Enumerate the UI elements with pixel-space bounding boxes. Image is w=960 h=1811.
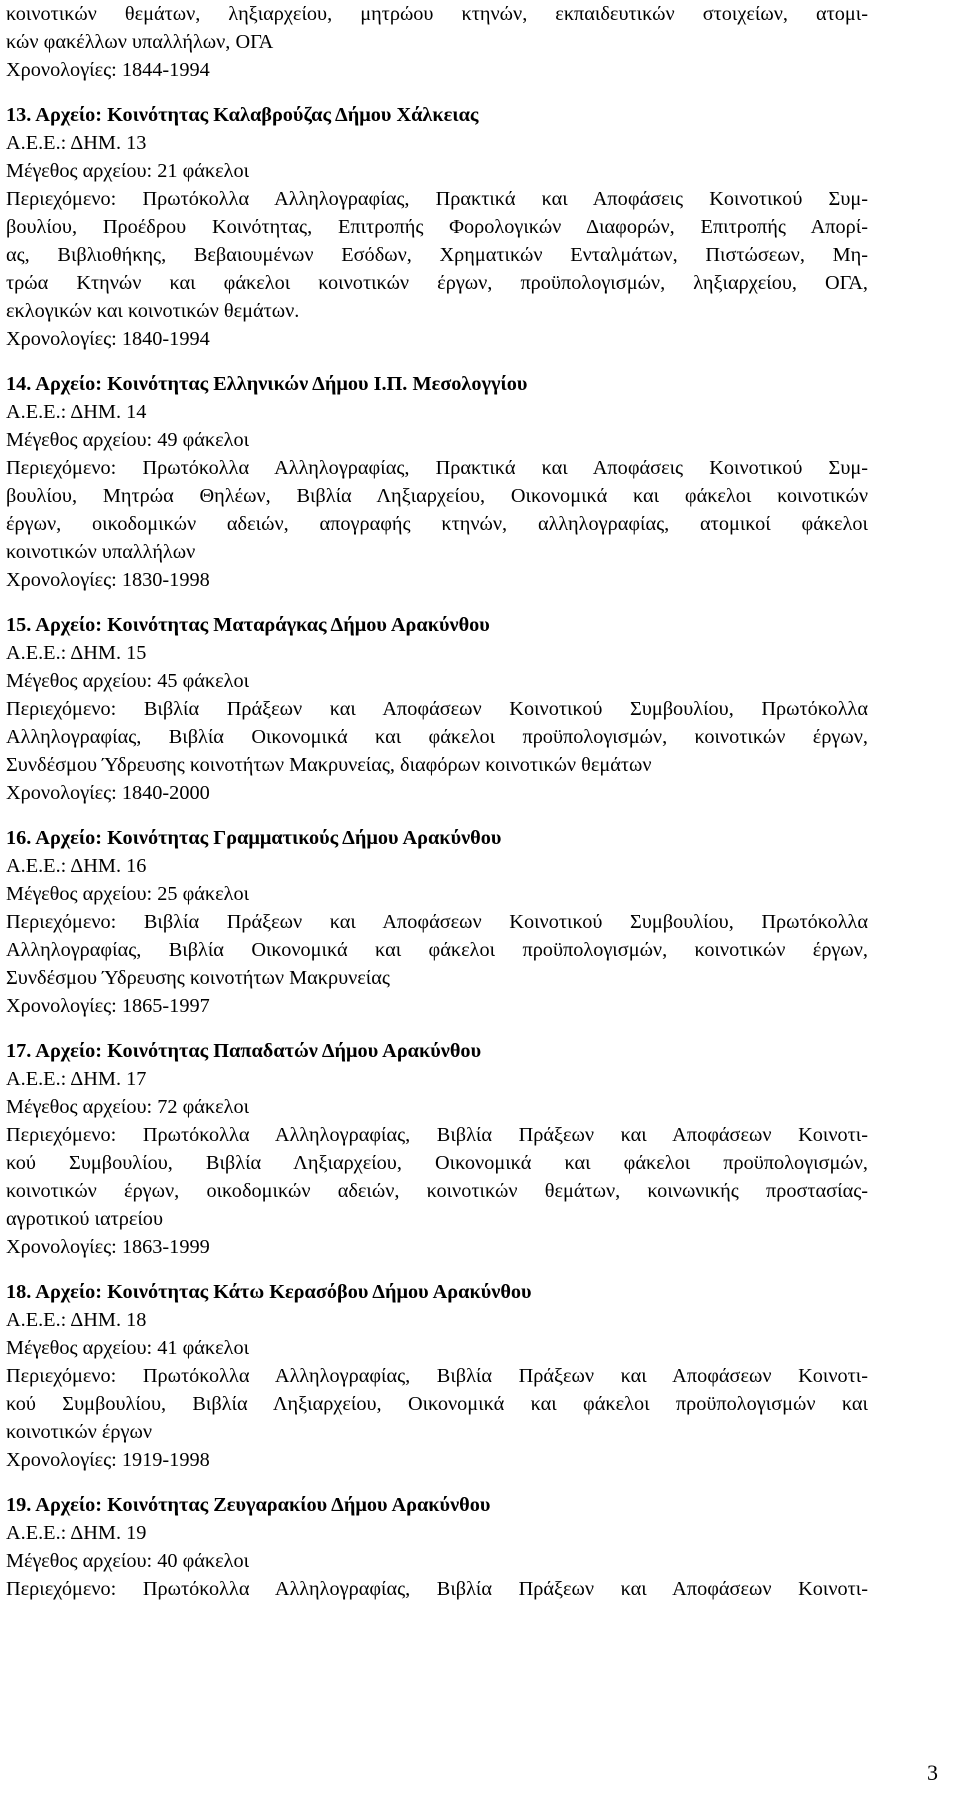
entry-content-line: αγροτικού ιατρείου xyxy=(6,1208,163,1230)
intro-line: κοινοτικών θεμάτων, ληξιαρχείου, μητρώου κτηνών, εκπαιδευτικών στοιχείων, ατομι- xyxy=(6,3,868,25)
entry-code: Α.Ε.Ε.: ΔΗΜ. 17 xyxy=(6,1068,147,1090)
archive-entry xyxy=(6,824,868,1020)
entry-title: 16. Αρχείο: Κοινότητας Γραμματικούς Δήμου Αρακύνθου xyxy=(6,827,502,849)
entry-content-line: βουλίου, Μητρώα Θηλέων, Βιβλία Ληξιαρχείου, Οικονομικά και φάκελοι κοινοτικών xyxy=(6,485,868,507)
archive-entry xyxy=(6,1278,868,1474)
entry-size: Μέγεθος αρχείου: 45 φάκελοι xyxy=(6,670,250,692)
entry-size: Μέγεθος αρχείου: 41 φάκελοι xyxy=(6,1337,250,1359)
entry-content-line: Αλληλογραφίας, Βιβλία Οικονομικά και φάκελοι προϋπολογισμών, κοινοτικών έργων, xyxy=(6,939,868,961)
entry-dates: Χρονολογίες: 1830-1998 xyxy=(6,569,210,591)
entry-code: Α.Ε.Ε.: ΔΗΜ. 19 xyxy=(6,1522,147,1544)
entry-size: Μέγεθος αρχείου: 40 φάκελοι xyxy=(6,1550,250,1572)
entry-dates: Χρονολογίες: 1840-2000 xyxy=(6,782,210,804)
spacer xyxy=(6,807,868,824)
entry-content-line: κοινοτικών υπαλλήλων xyxy=(6,541,196,563)
entry-dates: Χρονολογίες: 1865-1997 xyxy=(6,995,210,1017)
entry-dates: Χρονολογίες: 1919-1998 xyxy=(6,1449,210,1471)
spacer xyxy=(6,1261,868,1278)
entry-content-line: Περιεχόμενο: Πρωτόκολλα Αλληλογραφίας, Πρακτικά και Αποφάσεις Κοινοτικού Συμ- xyxy=(6,188,868,210)
spacer xyxy=(6,84,868,101)
entry-content-line: κού Συμβουλίου, Βιβλία Ληξιαρχείου, Οικονομικά και φάκελοι προϋπολογισμών και xyxy=(6,1393,868,1415)
entry-content-line: εκλογικών και κοινοτικών θεμάτων. xyxy=(6,300,300,322)
entry-content-line: τρώα Κτηνών και φάκελοι κοινοτικών έργων, προϋπολογισμών, ληξιαρχείου, ΟΓΑ, xyxy=(6,272,868,294)
entry-content-line: κού Συμβουλίου, Βιβλία Ληξιαρχείου, Οικονομικά και φάκελοι προϋπολογισμών, xyxy=(6,1152,868,1174)
page-number: 3 xyxy=(927,1760,938,1785)
entry-content-line: κοινοτικών έργων xyxy=(6,1421,153,1443)
intro-line: κών φακέλλων υπαλλήλων, ΟΓΑ xyxy=(6,31,274,53)
entry-content-line: Συνδέσμου Ύδρευσης κοινοτήτων Μακρυνείας, διαφόρων κοινοτικών θεμάτων xyxy=(6,754,652,776)
entry-title: 18. Αρχείο: Κοινότητας Κάτω Κερασόβου Δήμου Αρακύνθου xyxy=(6,1281,532,1303)
archive-entry xyxy=(6,1037,868,1261)
entry-title: 17. Αρχείο: Κοινότητας Παπαδατών Δήμου Αρακύνθου xyxy=(6,1040,482,1062)
entry-title: 19. Αρχείο: Κοινότητας Ζευγαρακίου Δήμου Αρακύνθου xyxy=(6,1494,491,1516)
entry-size: Μέγεθος αρχείου: 72 φάκελοι xyxy=(6,1096,250,1118)
intro-dates: Χρονολογίες: 1844-1994 xyxy=(6,59,210,81)
spacer xyxy=(6,353,868,370)
entry-content-line: βουλίου, Προέδρου Κοινότητας, Επιτροπής Φορολογικών Διαφορών, Επιτροπής Απορί- xyxy=(6,216,868,238)
entry-code: Α.Ε.Ε.: ΔΗΜ. 13 xyxy=(6,132,147,154)
entry-code: Α.Ε.Ε.: ΔΗΜ. 16 xyxy=(6,855,147,877)
entry-title: 14. Αρχείο: Κοινότητας Ελληνικών Δήμου Ι.Π. Μεσολογγίου xyxy=(6,373,528,395)
entry-dates: Χρονολογίες: 1863-1999 xyxy=(6,1236,210,1258)
entry-title: 15. Αρχείο: Κοινότητας Ματαράγκας Δήμου Αρακύνθου xyxy=(6,614,490,636)
entry-content-line: έργων, οικοδομικών αδειών, απογραφής κτηνών, αλληλογραφίας, ατομικοί φάκελοι xyxy=(6,513,868,535)
spacer xyxy=(6,594,868,611)
entry-size: Μέγεθος αρχείου: 49 φάκελοι xyxy=(6,429,250,451)
entry-content-line: ας, Βιβλιοθήκης, Βεβαιουμένων Εσόδων, Χρηματικών Ενταλμάτων, Πιστώσεων, Μη- xyxy=(6,244,868,266)
archive-entry xyxy=(6,101,868,353)
entry-dates: Χρονολογίες: 1840-1994 xyxy=(6,328,210,350)
archive-entry xyxy=(6,611,868,807)
entry-content-line: Περιεχόμενο: Πρωτόκολλα Αλληλογραφίας, Βιβλία Πράξεων και Αποφάσεων Κοινοτι- xyxy=(6,1124,868,1146)
archive-entry xyxy=(6,1491,868,1603)
entry-content-line: Περιεχόμενο: Βιβλία Πράξεων και Αποφάσεων Κοινοτικού Συμβουλίου, Πρωτόκολλα xyxy=(6,911,868,933)
document-page xyxy=(6,0,868,1603)
entry-code: Α.Ε.Ε.: ΔΗΜ. 18 xyxy=(6,1309,147,1331)
entry-content-line: κοινοτικών έργων, οικοδομικών αδειών, κοινοτικών θεμάτων, κοινωνικής προστασίας- xyxy=(6,1180,868,1202)
entry-title: 13. Αρχείο: Κοινότητας Καλαβρούζας Δήμου Χάλκειας xyxy=(6,104,479,126)
spacer xyxy=(6,1474,868,1491)
entry-content-line: Αλληλογραφίας, Βιβλία Οικονομικά και φάκελοι προϋπολογισμών, κοινοτικών έργων, xyxy=(6,726,868,748)
entry-content-line: Περιεχόμενο: Πρωτόκολλα Αλληλογραφίας, Βιβλία Πράξεων και Αποφάσεων Κοινοτι- xyxy=(6,1578,868,1600)
entry-content-line: Περιεχόμενο: Πρωτόκολλα Αλληλογραφίας, Βιβλία Πράξεων και Αποφάσεων Κοινοτι- xyxy=(6,1365,868,1387)
entry-content-line: Περιεχόμενο: Πρωτόκολλα Αλληλογραφίας, Πρακτικά και Αποφάσεις Κοινοτικού Συμ- xyxy=(6,457,868,479)
archive-entry xyxy=(6,370,868,594)
entry-content-line: Συνδέσμου Ύδρευσης κοινοτήτων Μακρυνείας xyxy=(6,967,390,989)
entry-code: Α.Ε.Ε.: ΔΗΜ. 15 xyxy=(6,642,147,664)
entry-size: Μέγεθος αρχείου: 21 φάκελοι xyxy=(6,160,250,182)
spacer xyxy=(6,1020,868,1037)
entry-content-line: Περιεχόμενο: Βιβλία Πράξεων και Αποφάσεων Κοινοτικού Συμβουλίου, Πρωτόκολλα xyxy=(6,698,868,720)
entry-size: Μέγεθος αρχείου: 25 φάκελοι xyxy=(6,883,250,905)
entry-code: Α.Ε.Ε.: ΔΗΜ. 14 xyxy=(6,401,147,423)
